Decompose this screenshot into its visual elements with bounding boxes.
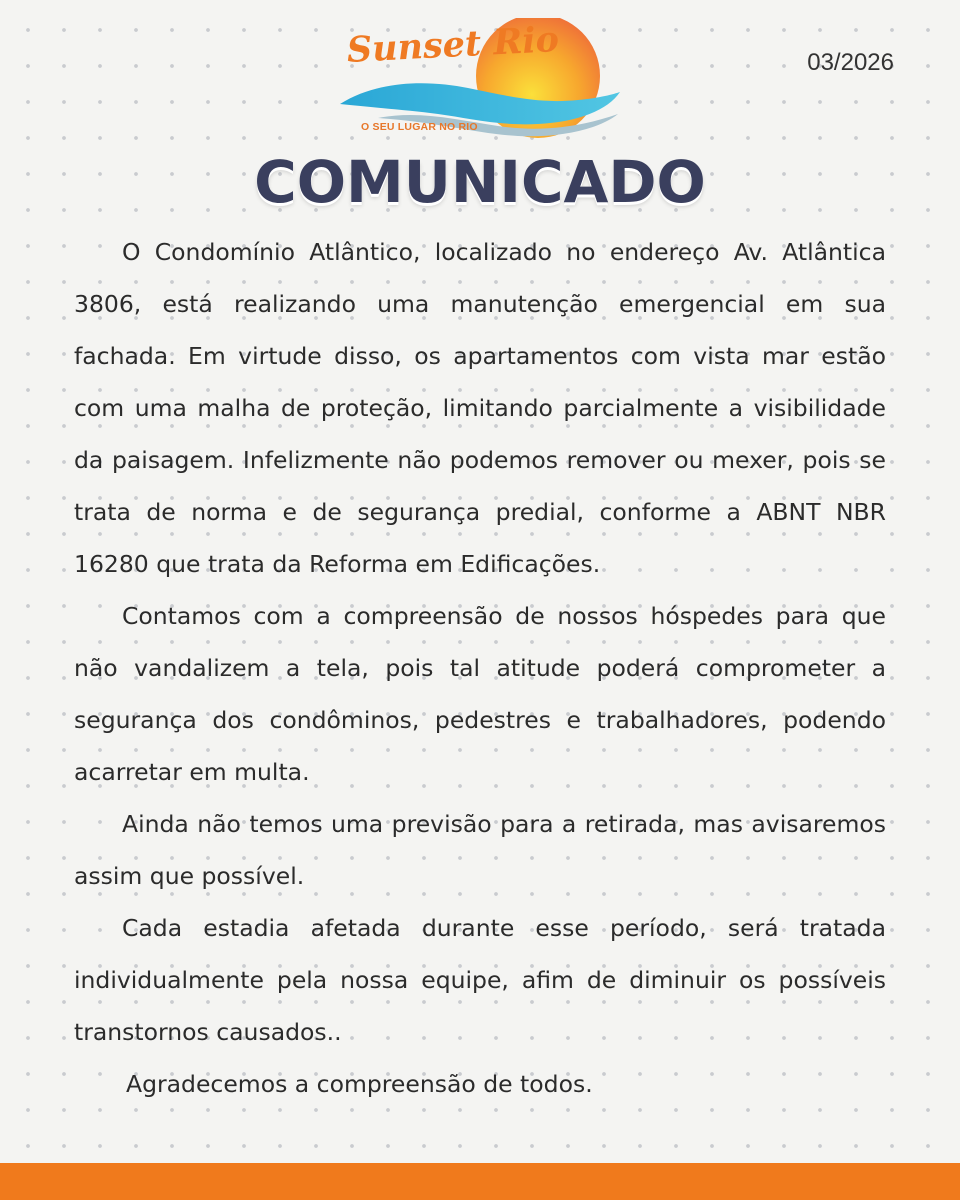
logo-tagline: O SEU LUGAR NO RIO — [361, 121, 478, 133]
paragraph: Ainda não temos uma previsão para a retirada, mas avisaremos assim que possível. — [74, 810, 886, 890]
page-title: COMUNICADO — [254, 148, 706, 216]
paragraph: O Condomínio Atlântico, localizado no endereço Av. Atlântica 3806, está realizando uma manutenção emergencial em sua fachada. Em virtude disso, os apartamentos com vista mar estão com uma malha de proteção, limitando parcialmente a visibilidade da paisagem. Infelizmente não podemos remover ou mexer, pois se trata de norma e de segurança predial, conforme a ABNT NBR 16280 que trata da Reforma em Edificações. — [74, 238, 886, 578]
logo-title: Sunset Rio — [345, 18, 560, 71]
paragraph: Contamos com a compreensão de nossos hóspedes para que não vandalizem a tela, pois tal atitude poderá comprometer a segurança dos condôminos, pedestres e trabalhadores, podendo acarretar em multa. — [74, 602, 886, 786]
date-label: 03/2026 — [807, 49, 894, 76]
paragraph: Cada estadia afetada durante esse período, será tratada individualmente pela nossa equipe, afim de diminuir os possíveis transtornos causados.. — [74, 914, 886, 1046]
bottom-accent-bar — [0, 1163, 960, 1200]
announcement-body — [74, 226, 886, 1110]
closing-paragraph: Agradecemos a compreensão de todos. — [126, 1070, 593, 1098]
sunset-rio-logo — [338, 18, 628, 138]
